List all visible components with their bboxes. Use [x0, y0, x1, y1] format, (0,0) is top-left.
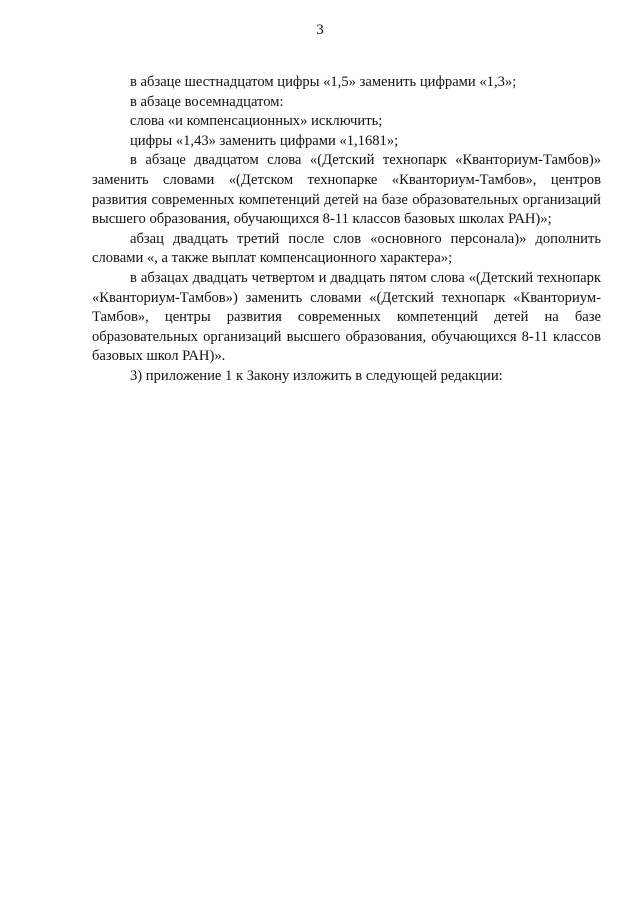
paragraph-abzac-18: в абзаце восемнадцатом:	[130, 93, 284, 110]
paragraph-abzac-16: в абзаце шестнадцатом цифры «1,5» заменить цифрами «1,3»;	[130, 74, 517, 90]
page-number: 3	[316, 22, 324, 38]
paragraph-exclude-words: слова «и компенсационных» исключить;	[130, 113, 383, 130]
document-body	[92, 73, 601, 387]
paragraph-replace-digits: цифры «1,43» заменить цифрами «1,1681»;	[130, 132, 399, 149]
paragraph-abzac-20: в абзаце двадцатом слова «(Детский технопарк «Кванториум-Тамбов)» заменить словами «(Детском технопарке «Кванториум-Тамбов», центров развития современных компетенций детей на базе образовательных организаций высшего образования, обучающихся 8-11 классов базовых школах РАН)»;	[92, 152, 601, 228]
paragraph-abzac-23: абзац двадцать третий после слов «основного персонала)» дополнить словами «, а также выплат компенсационного характера»;	[92, 230, 601, 267]
paragraph-appendix-1: 3) приложение 1 к Закону изложить в следующей редакции:	[130, 367, 503, 384]
paragraph-abzac-24-25: в абзацах двадцать четвертом и двадцать пятом слова «(Детский технопарк «Кванториум-Тамбов») заменить словами «(Детский технопарк «Кванториум-Тамбов», центры развития современных компетенций детей на базе образовательных организаций высшего образования, обучающихся 8-11 классов базовых школ РАН)».	[92, 269, 601, 365]
